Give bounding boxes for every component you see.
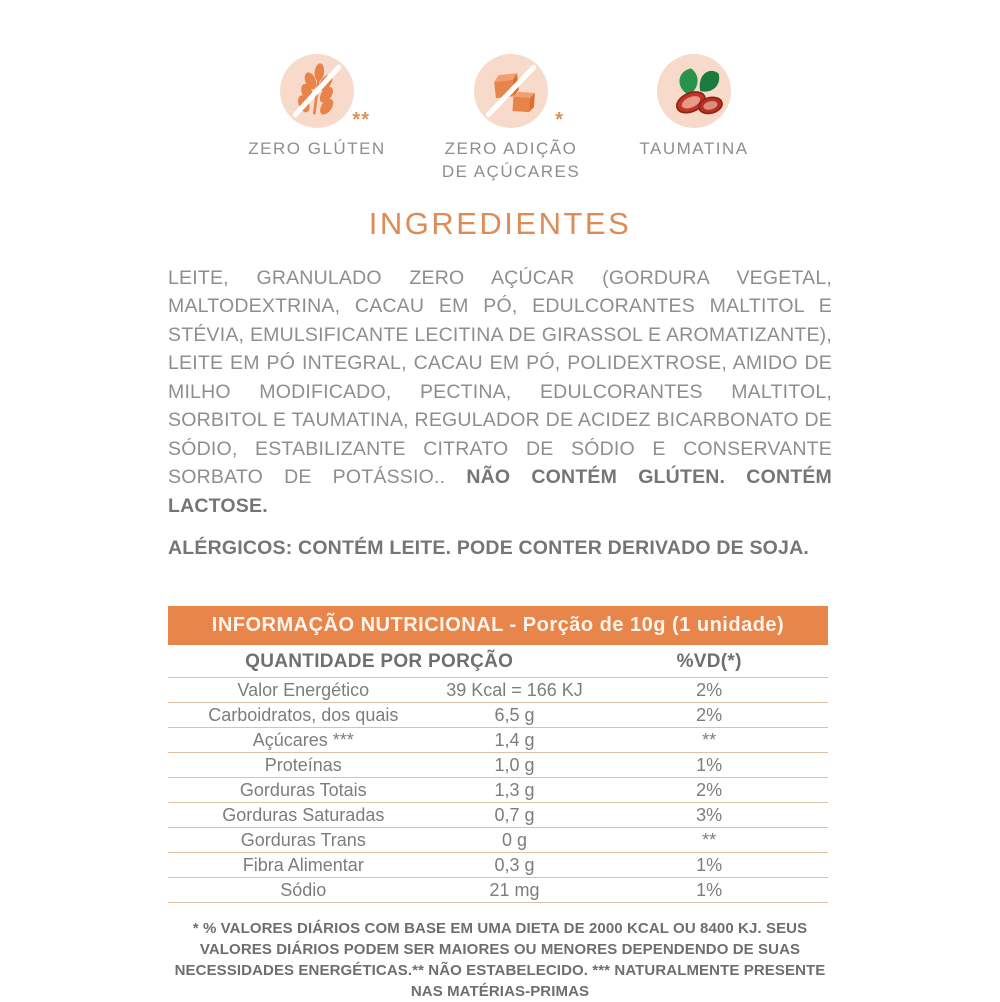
- nutrient-label: Gorduras Totais: [239, 780, 367, 801]
- nutrient-vd: 2%: [696, 705, 723, 726]
- badge-label: TAUMATINA: [639, 139, 749, 158]
- ingredients-text: [168, 264, 832, 521]
- table-row: [168, 853, 828, 878]
- nutrient-value: 1,0 g: [494, 755, 535, 776]
- nutrient-vd: 1%: [696, 755, 723, 776]
- table-row: [168, 803, 828, 828]
- table-row: [168, 878, 828, 903]
- nutrient-value: 21 mg: [489, 880, 540, 901]
- nutrient-vd: 1%: [696, 880, 723, 901]
- nutrient-label: Fibra Alimentar: [242, 855, 364, 876]
- column-header-quantity: QUANTIDADE POR PORÇÃO: [245, 651, 514, 673]
- nutrient-value: 0 g: [501, 830, 527, 851]
- nutrient-value: 0,3 g: [494, 855, 535, 876]
- no-added-sugar-icon: [474, 54, 548, 128]
- nutrient-vd: 2%: [696, 680, 723, 701]
- nutrient-vd: 3%: [696, 805, 723, 826]
- badge-label: ZERO ADIÇÃO DE AÇÚCARES: [441, 139, 581, 181]
- table-row: [168, 778, 828, 803]
- nutrient-value: 0,7 g: [494, 805, 535, 826]
- table-row: [168, 753, 828, 778]
- column-header-vd: %VD(*): [676, 651, 742, 673]
- nutrient-label: Sódio: [280, 880, 327, 901]
- nutrient-vd: 1%: [696, 855, 723, 876]
- ingredients-list: LEITE, GRANULADO ZERO AÇÚCAR (GORDURA VEGETAL, MALTODEXTRINA, CACAU EM PÓ, EDULCORANTES MALTITOL E STÉVIA, EMULSIFICANTE LECITINA DE GIRASSOL E AROMATIZANTE), LEITE EM PÓ INTEGRAL, CACAU EM PÓ, POLIDEXTROSE, AMIDO DE MILHO MODIFICADO, PECTINA, EDULCORANTES MALTITOL, SORBITOL E TAUMATINA, REGULADOR DE ACIDEZ BICARBONATO DE SÓDIO, ESTABILIZANTE CITRATO DE SÓDIO E CONSERVANTE SORBATO DE POTÁSSIO..: [168, 266, 832, 489]
- nutrient-value: 39 Kcal = 166 KJ: [446, 680, 583, 701]
- claims-badges-row: [168, 0, 832, 184]
- nutrient-vd: 2%: [696, 780, 723, 801]
- nutrient-label: Carboidratos, dos quais: [208, 705, 399, 726]
- allergens-statement: ALÉRGICOS: CONTÉM LEITE. PODE CONTER DERIVADO DE SOJA.: [168, 537, 809, 560]
- nutrient-vd: **: [702, 730, 717, 751]
- table-row: [168, 703, 828, 728]
- nutrient-value: 1,3 g: [494, 780, 535, 801]
- badge-zero-added-sugar: [431, 54, 591, 184]
- badge-thaumatin: [625, 54, 763, 161]
- gluten-free-icon: [280, 54, 354, 128]
- nutrition-table-header: INFORMAÇÃO NUTRICIONAL - Porção de 10g (1 unidade): [168, 606, 828, 645]
- nutrient-label: Valor Energético: [237, 680, 370, 701]
- nutrient-label: Açúcares ***: [252, 730, 354, 751]
- nutrient-label: Gorduras Saturadas: [222, 805, 385, 826]
- nutrient-vd: **: [702, 830, 717, 851]
- badge-label: ZERO GLÚTEN: [248, 139, 386, 158]
- table-row: [168, 728, 828, 753]
- nutrient-value: 6,5 g: [494, 705, 535, 726]
- badge-zero-gluten: [237, 54, 397, 161]
- table-row: [168, 828, 828, 853]
- footnote-marker: *: [555, 109, 564, 131]
- nutrient-value: 1,4 g: [494, 730, 535, 751]
- daily-values-footnote: * % VALORES DIÁRIOS COM BASE EM UMA DIETA DE 2000 KCAL OU 8400 KJ. SEUS VALORES DIÁRIOS PODEM SER MAIORES OU MENORES DEPENDENDO DE SUAS NECESSIDADES ENERGÉTICAS.** NÃO ESTABELECIDO. *** NATURALMENTE PRESENTE NAS MATÉRIAS-PRIMAS: [174, 920, 826, 1001]
- thaumatin-icon: [657, 54, 731, 128]
- footnote-marker: **: [352, 109, 370, 131]
- table-row: [168, 678, 828, 703]
- gluten-lactose-statement: NÃO CONTÉM GLÚTEN. CONTÉM LACTOSE.: [168, 466, 832, 517]
- nutrition-table: [168, 606, 828, 903]
- nutrient-label: Proteínas: [264, 755, 342, 776]
- nutrient-label: Gorduras Trans: [240, 830, 366, 851]
- ingredients-title: INGREDIENTES: [368, 205, 632, 241]
- nutrition-column-headers: [168, 645, 828, 678]
